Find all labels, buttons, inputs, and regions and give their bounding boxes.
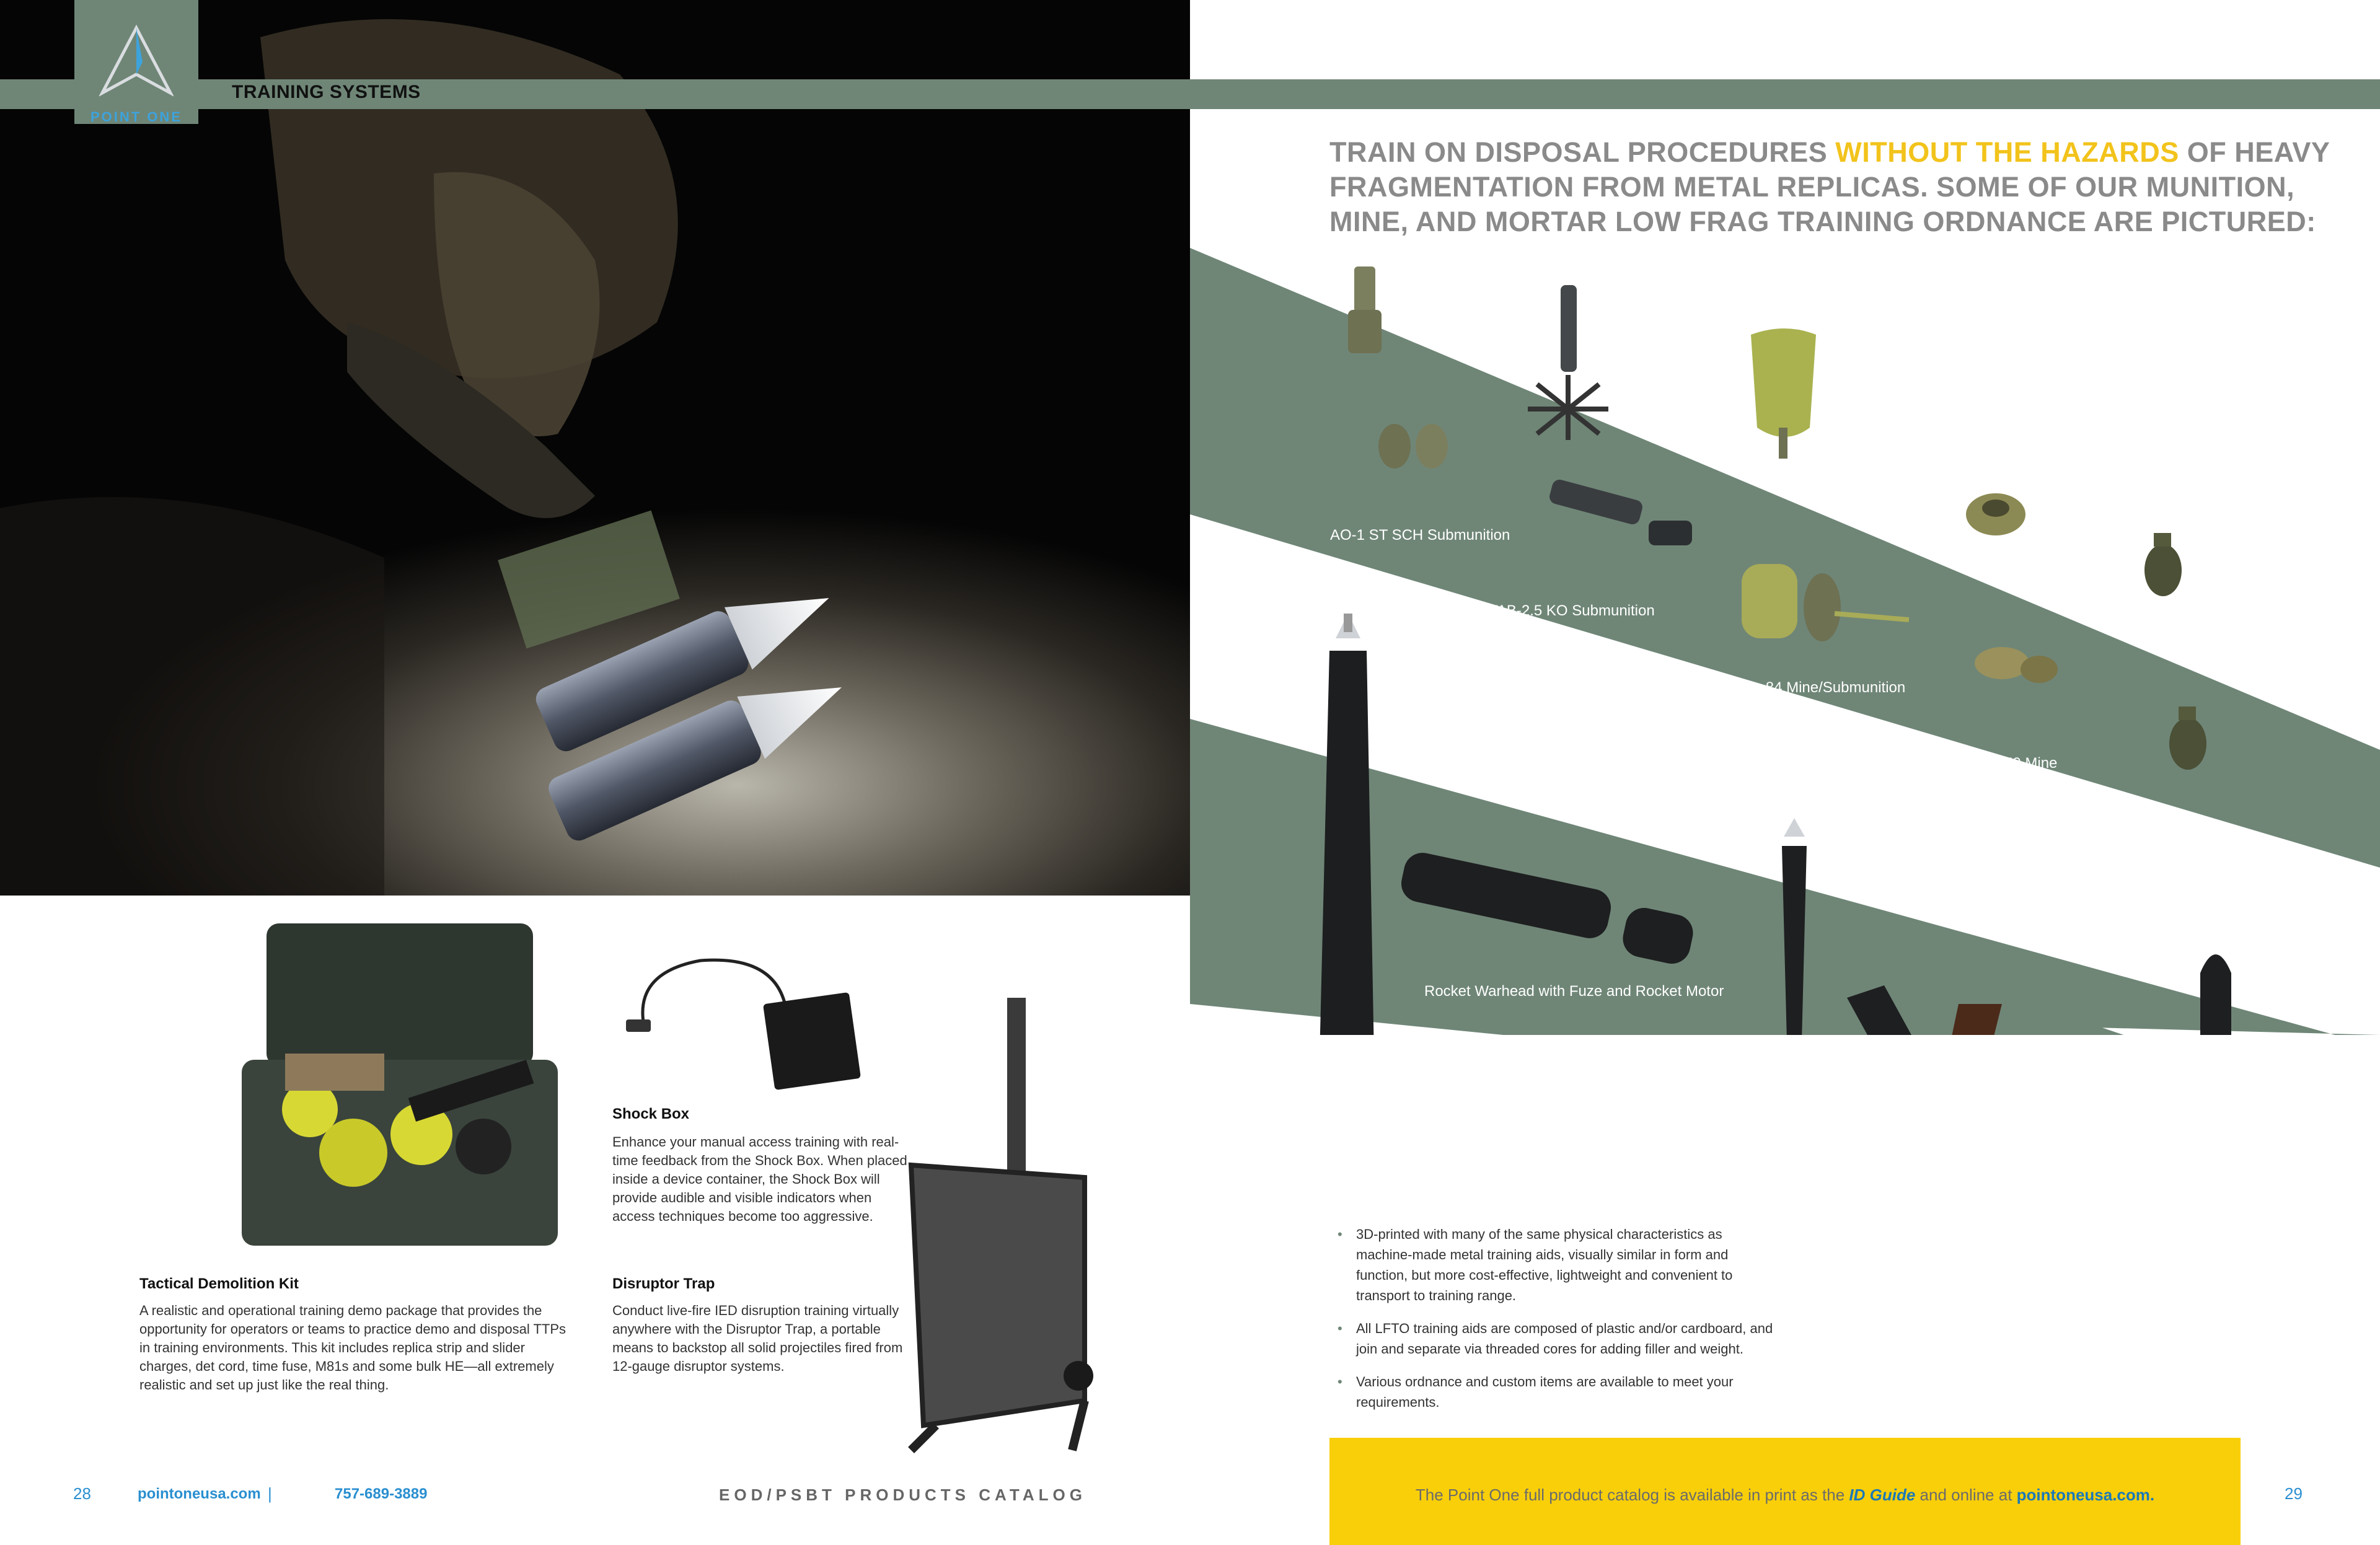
website-link[interactable]: pointoneusa.com — [138, 1486, 261, 1502]
headline — [1329, 135, 2334, 239]
feature-list — [1333, 1224, 1779, 1425]
caption-recoilless: Improvised Recoilless Rifle Munition (75mm) — [1650, 1132, 1944, 1148]
night-training-illustration — [0, 0, 1190, 896]
caption-chinese-mine: Chinese-Type 84 Mine/Submunition — [1670, 679, 1906, 696]
promo-id-guide: ID Guide — [1849, 1486, 1916, 1504]
mortar-icon — [2194, 954, 2237, 1035]
disruptor-trap-body: Conduct live-fire IED disruption training virtually anywhere with the Disruptor Trap, a portable means to backstop all solid projectiles fired from 12-gauge disruptor systems. — [612, 1303, 903, 1374]
ordnance-display-bands — [1190, 242, 2380, 1035]
headline-highlight: WITHOUT THE HAZARDS — [1835, 136, 2179, 168]
demolition-kit-image — [236, 923, 564, 1258]
shock-box-image — [626, 948, 862, 1097]
hero-photo — [0, 0, 1190, 896]
triangle-logo-icon — [99, 25, 174, 99]
shock-box-title: Shock Box — [612, 1106, 690, 1122]
promo-pre: The Point One full product catalog is available in print as the — [1415, 1486, 1849, 1504]
caption-vs50: VS-50 Mine — [1980, 755, 2058, 772]
caption-mortar: Improvised 82mm Mortar and Fuze — [2021, 1279, 2252, 1296]
caption-ao1: AO-1 ST SCH Submunition — [1330, 527, 1510, 544]
section-label: TRAINING SYSTEMS — [232, 82, 421, 102]
disruptor-trap-title: Disruptor Trap — [612, 1275, 715, 1292]
caption-mk2: Mk2 "Pineapple" Grenade — [2081, 830, 2252, 847]
promo-url-link[interactable]: pointoneusa.com. — [2016, 1486, 2155, 1504]
headline-part1: TRAIN ON DISPOSAL PROCEDURES — [1329, 136, 1836, 168]
feature-item: • Various ordnance and custom items are available to meet your requirements. — [1333, 1371, 1779, 1412]
headline-part2: OF HEAVY FRAGMENTATION FROM METAL REPLICAS. SOME OF OUR MUNITION, MINE, AND MORTAR LOW FRAG TRAINING ORDNANCE ARE PICTURED: — [1329, 136, 2330, 237]
promo-text — [1329, 1486, 2241, 1505]
disruptor-trap-image — [899, 992, 1103, 1463]
shock-box-body: Enhance your manual access training with real-time feedback from the Shock Box. When placed inside a device container, the Shock Box will provide audible and visible indicators when access techniques become too aggressive. — [612, 1134, 907, 1224]
feature-item: • All LFTO training aids are composed of plastic and/or cardboard, and join and separate via threaded cores for adding filler and weight. — [1333, 1318, 1779, 1359]
demo-kit-body: A realistic and operational training demo package that provides the opportunity for operators or teams to practice demo and disposal TTPs in training environments. This kit includes replica strip and slider charges, det cord, time fuse, M81s and some bulk HE—all extremely realistic and set up just like the real thing. — [139, 1303, 566, 1393]
brand-logo — [74, 0, 198, 124]
page-number-right: 29 — [2285, 1484, 2303, 1503]
promo-mid: and online at — [1915, 1486, 2017, 1504]
demo-kit-title: Tactical Demolition Kit — [139, 1275, 299, 1292]
phone-number[interactable]: 757-689-3889 — [335, 1486, 428, 1502]
brand-name: POINT ONE — [90, 109, 182, 125]
rocket-warhead-icon — [1317, 614, 1376, 1035]
feature-item: • 3D-printed with many of the same physical characteristics as machine-made metal training aids, visually similar in form and function, but more cost-effective, lightweight and convenient to transport to training range. — [1333, 1224, 1779, 1306]
caption-rocket: Rocket Warhead with Fuze and Rocket Motor — [1424, 983, 1724, 1000]
catalog-title: EOD/PSBT PRODUCTS CATALOG — [719, 1486, 1086, 1504]
caption-ptab: PTAB-2.5 KO Submunition — [1479, 602, 1655, 619]
page-number-left: 28 — [73, 1484, 91, 1503]
footer-separator: | — [268, 1484, 272, 1503]
